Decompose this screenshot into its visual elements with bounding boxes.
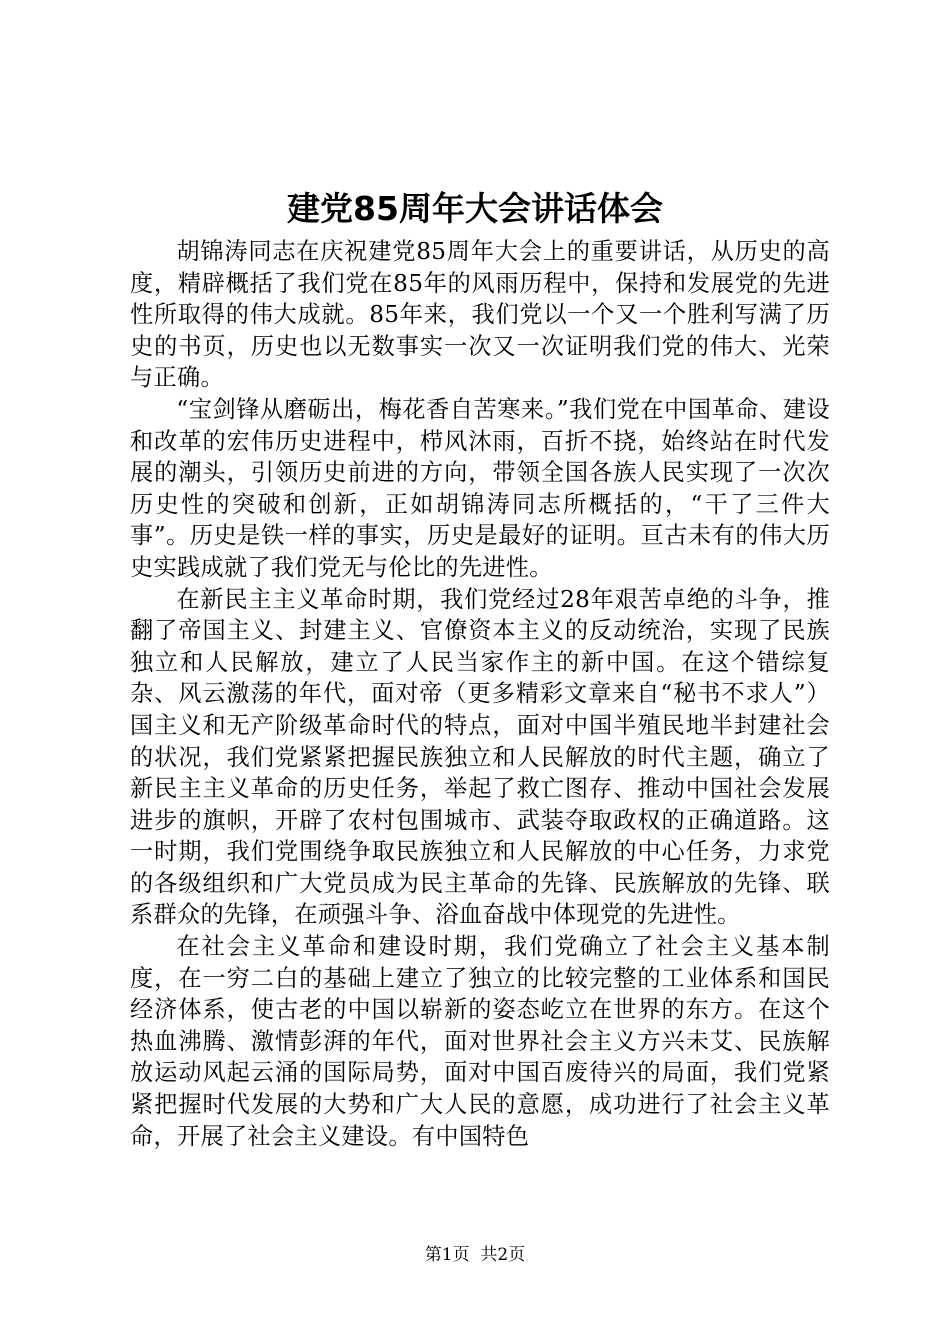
page-number-current: 第1页 — [424, 1245, 470, 1265]
document-body — [130, 236, 830, 1152]
paragraph-4: 在社会主义革命和建设时期，我们党确立了社会主义基本制度，在一穷二白的基础上建立了独立的比较完整的工业体系和国民经济体系，使古老的中国以崭新的姿态屹立在世界的东方。在这个热血沸腾、激情彭湃的年代，面对世界社会主义方兴未艾、民族解放运动风起云涌的国际局势，面对中国百废待兴的局面，我们党紧紧把握时代发展的大势和广大人民的意愿，成功进行了社会主义革命，开展了社会主义建设。有中国特色 — [130, 933, 830, 1150]
document-title: 建党85周年大会讲话体会 — [287, 189, 663, 228]
footer-spacer — [470, 1245, 481, 1265]
paragraph-1: 胡锦涛同志在庆祝建党85周年大会上的重要讲话，从历史的高度，精辟概括了我们党在85年的风雨历程中，保持和发展党的先进性所取得的伟大成就。85年来，我们党以一个又一个胜利写满了历史的书页，历史也以无数事实一次又一次证明我们党的伟大、光荣与正确。 — [130, 238, 830, 392]
page-footer — [0, 1243, 950, 1267]
paragraph-3: 在新民主主义革命时期，我们党经过28年艰苦卓绝的斗争，推翻了帝国主义、封建主义、官僚资本主义的反动统治，实现了民族独立和人民解放，建立了人民当家作主的新中国。在这个错综复杂、风云激荡的年代，面对帝（更多精彩文章来自“秘书不求人”）国主义和无产阶级革命时代的特点，面对中国半殖民地半封建社会的状况，我们党紧紧把握民族独立和人民解放的时代主题，确立了新民主主义革命的历史任务，举起了救亡图存、推动中国社会发展进步的旗帜，开辟了农村包围城市、武装夺取政权的正确道路。这一时期，我们党围绕争取民族独立和人民解放的中心任务，力求党的各级组织和广大党员成为民主革命的先锋、民族解放的先锋、联系群众的先锋，在顽强斗争、浴血奋战中体现党的先进性。 — [130, 585, 830, 929]
paragraph-2: “宝剑锋从磨砺出，梅花香自苦寒来。”我们党在中国革命、建设和改革的宏伟历史进程中，栉风沐雨，百折不挠，始终站在时代发展的潮头，引领历史前进的方向，带领全国各族人民实现了一次次历史性的突破和创新，正如胡锦涛同志所概括的，“干了三件大事”。历史是铁一样的事实，历史是最好的证明。亘古未有的伟大历史实践成就了我们党无与伦比的先进性。 — [130, 395, 830, 581]
page-number-total: 共2页 — [480, 1245, 526, 1265]
